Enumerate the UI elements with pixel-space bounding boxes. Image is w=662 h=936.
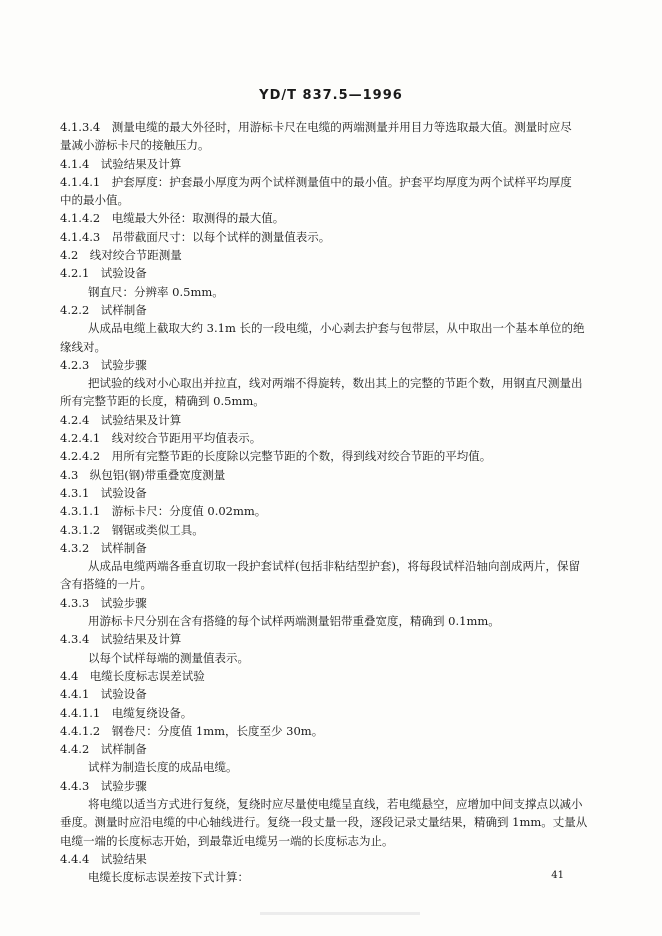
- text-line: 钢直尺：分辨率 0.5mm。: [88, 284, 224, 299]
- text-line: 从成品电缆两端各垂直切取一段护套试样(包括非粘结型护套)，将每段试样沿轴向剖成两片，保留: [88, 559, 580, 574]
- text-line: 垂度。测量时应沿电缆的中心轴线进行。复绕一段丈量一段，逐段记录丈量结果，精确到 1mm。丈量从: [60, 815, 588, 830]
- text-line: 4.2.3 试验步骤: [60, 357, 147, 372]
- text-line: 4.1.3.4 测量电缆的最大外径时，用游标卡尺在电缆的两端测量并用目力等选取最大值。测量时应尽: [60, 120, 572, 134]
- standard-header: YD/T 837.5—1996: [259, 88, 403, 103]
- text-line: 缘线对。: [60, 339, 106, 354]
- text-line: 以每个试样每端的测量值表示。: [88, 650, 249, 665]
- text-line: 从成品电缆上截取大约 3.1m 长的一段电缆，小心剥去护套与包带层，从中取出一个基本单位的绝: [88, 321, 585, 336]
- text-line: 4.3.4 试验结果及计算: [60, 632, 182, 647]
- text-line: 4.1.4 试验结果及计算: [60, 156, 182, 171]
- text-line: 4.1.4.3 吊带截面尺寸：以每个试样的测量值表示。: [60, 229, 331, 244]
- scan-artifact: [260, 912, 420, 915]
- text-line: 试样为制造长度的成品电缆。: [88, 760, 238, 775]
- text-line: 4.4.4 试验结果: [60, 851, 147, 866]
- text-line: 4.3.1.2 钢锯或类似工具。: [60, 522, 204, 537]
- text-line: 用游标卡尺分别在含有搭缝的每个试样两端测量铝带重叠宽度，精确到 0.1mm。: [88, 614, 500, 629]
- text-line: 把试验的线对小心取出并拉直，线对两端不得旋转，数出其上的完整的节距个数，用钢直尺测量出: [88, 376, 583, 391]
- body-text: [60, 118, 602, 886]
- text-line: 4.4.2 试样制备: [60, 742, 147, 757]
- text-line: 量减小游标卡尺的接触压力。: [60, 138, 210, 153]
- text-line: 4.2 线对绞合节距测量: [60, 248, 182, 263]
- page-number: 41: [551, 870, 564, 881]
- text-line: 4.4.3 试验步骤: [60, 778, 147, 793]
- text-line: 4.4.1.2 钢卷尺：分度值 1mm，长度至少 30m。: [60, 723, 324, 738]
- text-line: 4.3 纵包铝(钢)带重叠宽度测量: [60, 467, 226, 482]
- text-line: 4.2.4.1 线对绞合节距用平均值表示。: [60, 431, 262, 446]
- text-line: 4.2.1 试验设备: [60, 266, 147, 281]
- text-line: 4.3.1 试验设备: [60, 485, 147, 500]
- text-line: 电缆长度标志误差按下式计算：: [88, 870, 249, 885]
- text-line: 4.3.2 试样制备: [60, 540, 147, 555]
- text-line: 4.2.4.2 用所有完整节距的长度除以完整节距的个数，得到线对绞合节距的平均值。: [60, 449, 492, 464]
- text-line: 电缆一端的长度标志开始，到最靠近电缆另一端的长度标志为止。: [60, 833, 394, 848]
- text-line: 4.4 电缆长度标志误差试验: [60, 668, 205, 683]
- text-line: 4.3.3 试验步骤: [60, 595, 147, 610]
- text-line: 中的最小值。: [60, 193, 129, 208]
- text-line: 4.4.1.1 电缆复绕设备。: [60, 705, 193, 720]
- text-line: 4.4.1 试验设备: [60, 687, 147, 702]
- text-line: 将电缆以适当方式进行复绕，复绕时应尽量使电缆呈直线，若电缆悬空，应增加中间支撑点以减小: [88, 796, 583, 811]
- text-line: 所有完整节距的长度，精确到 0.5mm。: [60, 394, 265, 409]
- text-line: 4.1.4.1 护套厚度：护套最小厚度为两个试样测量值中的最小值。护套平均厚度为两个试样平均厚度: [60, 174, 572, 189]
- text-line: 4.3.1.1 游标卡尺：分度值 0.02mm。: [60, 504, 267, 519]
- text-line: 含有搭缝的一片。: [60, 577, 152, 592]
- text-line: 4.1.4.2 电缆最大外径：取测得的最大值。: [60, 211, 285, 226]
- text-line: 4.2.2 试样制备: [60, 302, 147, 317]
- text-line: 4.2.4 试验结果及计算: [60, 412, 182, 427]
